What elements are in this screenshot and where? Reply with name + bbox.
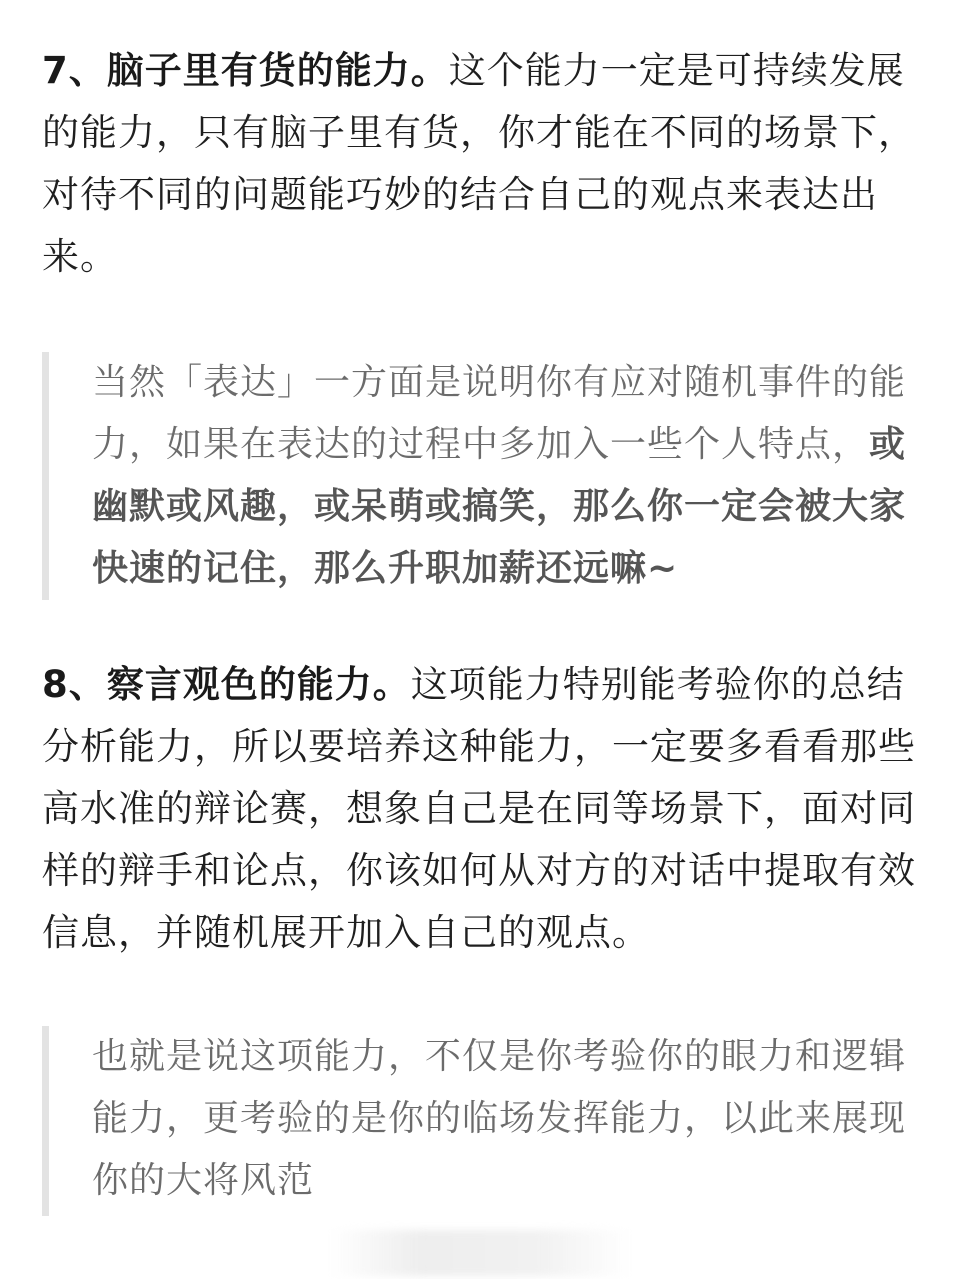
article-body (42, 40, 928, 1216)
quote-bar (42, 1026, 49, 1216)
section-8-text: 这项能力特别能考验你的总结分析能力，所以要培养这种能力，一定要多看看那些高水准的辩论赛，想象自己是在同等场景下，面对同样的辩手和论点，你该如何从对方的对话中提取有效信息，并随机展开加入自己的观点。 (42, 663, 916, 954)
watermark-overlay (330, 1230, 630, 1276)
quote-8-text: 也就是说这项能力，不仅是你考验你的眼力和逻辑能力，更考验的是你的临场发挥能力，以此来展现你的大将风范 (92, 1036, 907, 1201)
quote-bar (42, 352, 49, 600)
quote-7-text: 当然「表达」一方面是说明你有应对随机事件的能力，如果在表达的过程中多加入一些个人特点， (92, 362, 907, 465)
section-7-quote (42, 352, 928, 600)
section-8-heading: 8、察言观色的能力。 (42, 663, 411, 706)
section-7-paragraph (42, 40, 928, 288)
section-7-text: 这个能力一定是可持续发展的能力，只有脑子里有货，你才能在不同的场景下，对待不同的问题能巧妙的结合自己的观点来表达出来。 (42, 49, 916, 278)
section-8-quote (42, 1026, 928, 1216)
quote-7-bold-text: 或幽默或风趣，或呆萌或搞笑，那么你一定会被大家快速的记住，那么升职加薪还远嘛~ (92, 424, 907, 589)
section-8-paragraph (42, 654, 928, 964)
section-7-heading: 7、脑子里有货的能力。 (42, 49, 449, 92)
